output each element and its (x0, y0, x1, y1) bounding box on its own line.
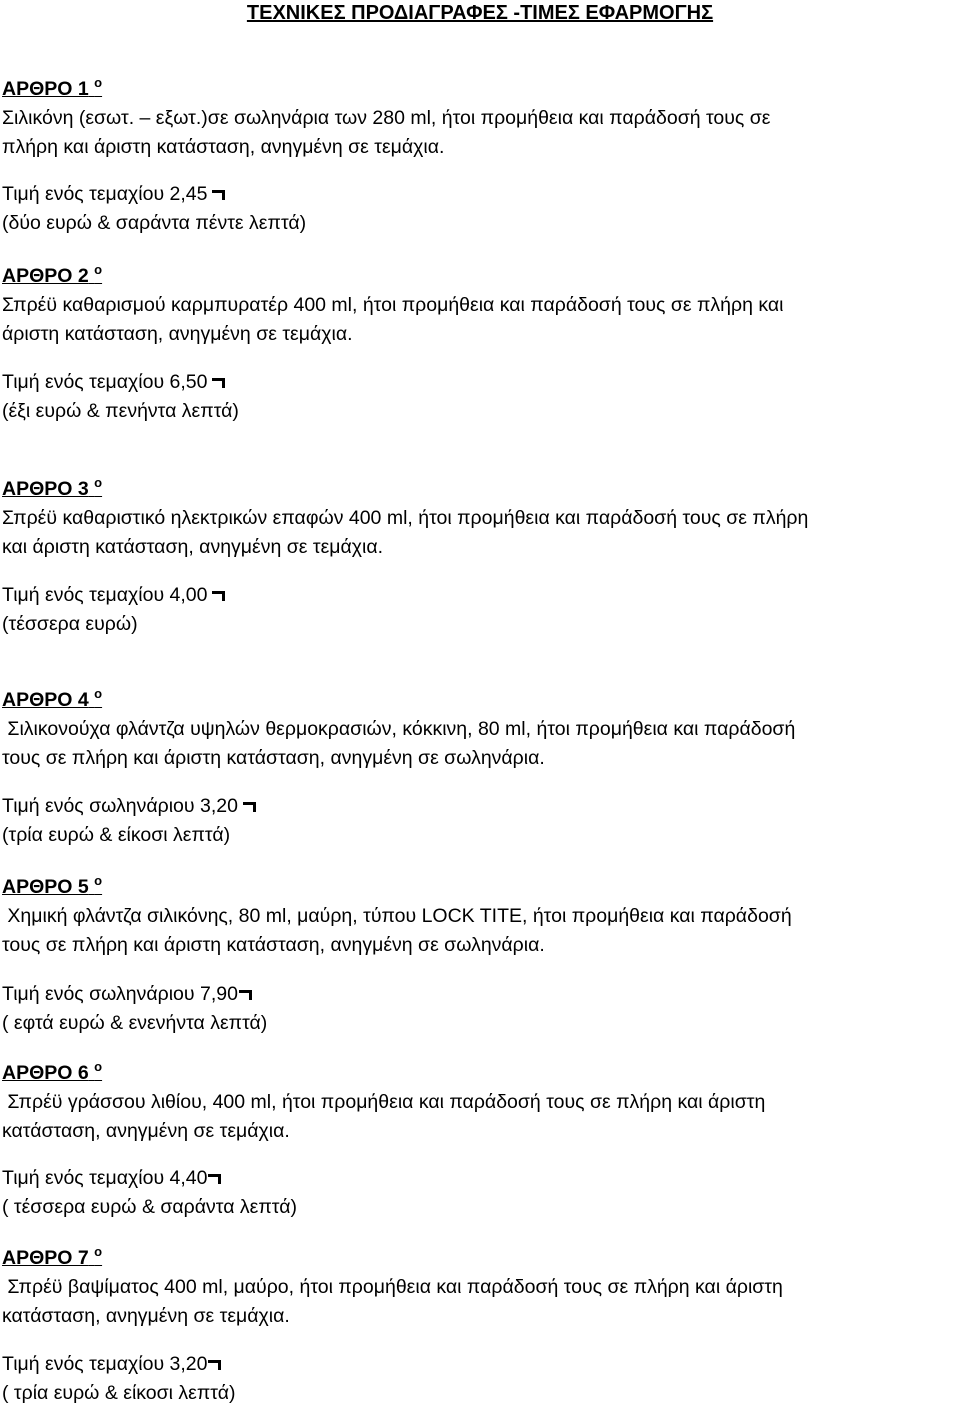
price-line (2, 980, 958, 1009)
article-4 (2, 686, 958, 773)
euro-sign-icon (238, 987, 253, 1001)
price-line (2, 368, 958, 397)
article-description-line: Σιλικονούχα φλάντζα υψηλών θερμοκρασιών, κόκκινη, 80 ml, ήτοι προμήθεια και παράδοσή (2, 718, 796, 740)
article-heading-text: ΑΡΘΡΟ 7 (2, 1247, 89, 1269)
price-words: (έξι ευρώ & πενήντα λεπτά) (2, 400, 239, 422)
price-words: ( εφτά ευρώ & ενενήντα λεπτά) (2, 1012, 268, 1034)
article-description-line: Σπρέϋ καθαριστικό ηλεκτρικών επαφών 400 ml, ήτοι προμήθεια και παράδοσή τους σε πλήρη (2, 507, 809, 529)
article-description-line: άριστη κατάσταση, ανηγμένη σε τεμάχια. (2, 323, 353, 345)
article-6-price (2, 1164, 958, 1222)
euro-sign-icon (211, 375, 226, 389)
article-description-line: τους σε πλήρη και άριστη κατάσταση, ανηγμένη σε σωληνάρια. (2, 934, 545, 956)
article-1 (2, 75, 958, 162)
article-heading-text: ΑΡΘΡΟ 4 (2, 689, 89, 711)
price-line (2, 1350, 958, 1379)
article-ordinal: ο (94, 75, 103, 90)
article-heading (2, 1059, 958, 1088)
article-description-line: Σπρέϋ καθαρισμού καρμπυρατέρ 400 ml, ήτοι προμήθεια και παράδοσή τους σε πλήρη και (2, 294, 784, 316)
price-text: Τιμή ενός σωληνάριου 7,90 (2, 983, 238, 1005)
article-heading (2, 262, 958, 291)
article-7-price (2, 1350, 958, 1408)
price-words: (δύο ευρώ & σαράντα πέντε λεπτά) (2, 212, 307, 234)
article-ordinal: ο (94, 1059, 103, 1074)
article-ordinal: ο (94, 686, 103, 701)
article-ordinal: ο (94, 262, 103, 277)
document-title: ΤΕΧΝΙΚΕΣ ΠΡΟΔΙΑΓΡΑΦΕΣ -ΤΙΜΕΣ ΕΦΑΡΜΟΓΗΣ (246, 2, 714, 24)
article-ordinal: ο (94, 873, 103, 888)
price-words: ( τέσσερα ευρώ & σαράντα λεπτά) (2, 1196, 298, 1218)
article-heading-text: ΑΡΘΡΟ 6 (2, 1062, 89, 1084)
article-ordinal: ο (94, 1244, 103, 1259)
article-heading-text: ΑΡΘΡΟ 3 (2, 478, 89, 500)
price-text: Τιμή ενός τεμαχίου 4,40 (2, 1167, 208, 1189)
price-text: Τιμή ενός τεμαχίου 6,50 (2, 371, 208, 393)
article-2 (2, 262, 958, 349)
article-description-line: κατάσταση, ανηγμένη σε τεμάχια. (2, 1120, 290, 1142)
article-3-price (2, 581, 958, 639)
article-ordinal: ο (94, 475, 103, 490)
article-7 (2, 1244, 958, 1331)
article-heading (2, 75, 958, 104)
article-description-line: Χημική φλάντζα σιλικόνης, 80 ml, μαύρη, τύπου LOCK TITE, ήτοι προμήθεια και παράδοσή (2, 905, 792, 927)
price-line (2, 1164, 958, 1193)
price-text: Τιμή ενός σωληνάριου 3,20 (2, 795, 238, 817)
price-text: Τιμή ενός τεμαχίου 2,45 (2, 183, 208, 205)
article-heading-text: ΑΡΘΡΟ 1 (2, 78, 89, 100)
article-heading (2, 873, 958, 902)
euro-sign-icon (207, 1357, 222, 1371)
price-text: Τιμή ενός τεμαχίου 4,00 (2, 584, 208, 606)
article-5-price (2, 980, 958, 1038)
euro-sign-icon (211, 187, 226, 201)
article-6 (2, 1059, 958, 1146)
price-words: (τρία ευρώ & είκοσι λεπτά) (2, 824, 231, 846)
article-description-line: Σπρέϋ γράσσου λιθίου, 400 ml, ήτοι προμήθεια και παράδοσή τους σε πλήρη και άριστη (2, 1091, 766, 1113)
price-words: ( τρία ευρώ & είκοσι λεπτά) (2, 1382, 236, 1404)
article-3 (2, 475, 958, 562)
article-description-line: Σιλικόνη (εσωτ. – εξωτ.)σε σωληνάρια των 280 ml, ήτοι προμήθεια και παράδοσή τους σε (2, 107, 771, 129)
price-words: (τέσσερα ευρώ) (2, 613, 138, 635)
euro-sign-icon (207, 1171, 222, 1185)
article-description-line: πλήρη και άριστη κατάσταση, ανηγμένη σε τεμάχια. (2, 136, 445, 158)
price-line (2, 581, 958, 610)
article-description-line: τους σε πλήρη και άριστη κατάσταση, ανηγμένη σε σωληνάρια. (2, 747, 545, 769)
article-4-price (2, 792, 958, 850)
price-line (2, 180, 958, 209)
price-text: Τιμή ενός τεμαχίου 3,20 (2, 1353, 208, 1375)
article-heading (2, 475, 958, 504)
article-heading-text: ΑΡΘΡΟ 2 (2, 265, 89, 287)
article-heading (2, 686, 958, 715)
article-heading (2, 1244, 958, 1273)
article-description-line: και άριστη κατάσταση, ανηγμένη σε τεμάχια. (2, 536, 384, 558)
article-heading-text: ΑΡΘΡΟ 5 (2, 876, 89, 898)
euro-sign-icon (211, 588, 226, 602)
article-5 (2, 873, 958, 960)
article-description-line: κατάσταση, ανηγμένη σε τεμάχια. (2, 1305, 290, 1327)
article-2-price (2, 368, 958, 426)
price-line (2, 792, 958, 821)
euro-sign-icon (242, 799, 257, 813)
article-1-price (2, 180, 958, 238)
article-description-line: Σπρέϋ βαψίματος 400 ml, μαύρο, ήτοι προμήθεια και παράδοσή τους σε πλήρη και άριστη (2, 1276, 783, 1298)
